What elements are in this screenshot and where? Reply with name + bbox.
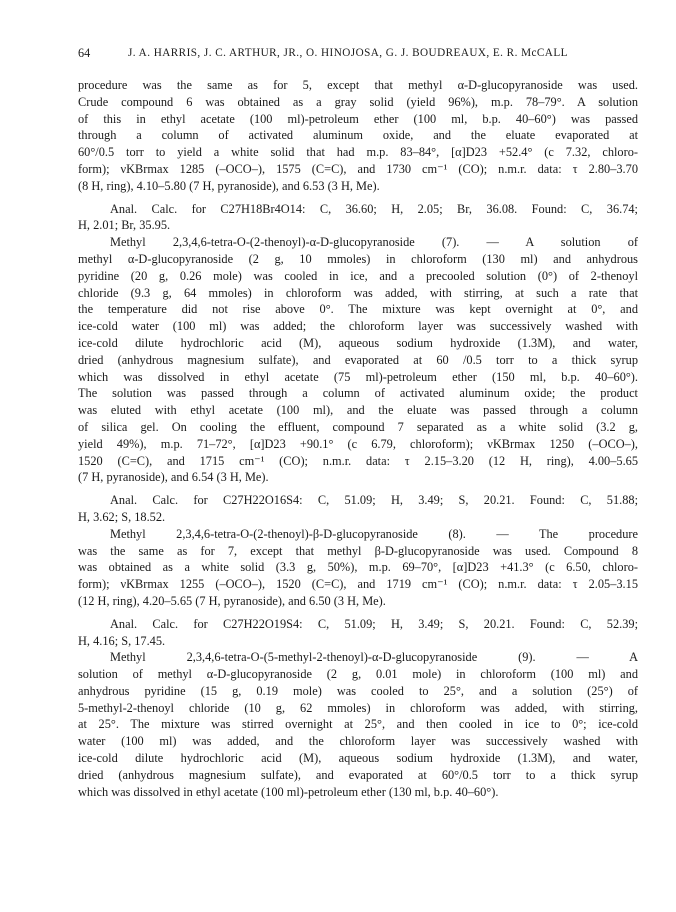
text-line: ice-cold dilute hydrochloric acid (M), aqueous sodium hydroxide (1.3M), and water,: [78, 751, 638, 766]
text-line: The solution was passed through a column of activated aluminum oxide; the product: [78, 386, 638, 401]
page-number: 64: [78, 46, 91, 60]
text-line: dried (anhydrous magnesium sulfate), and evaporated at 60 /0.5 torr to a thick syrup: [78, 352, 638, 367]
text-line: H, 3.62; S, 18.52.: [78, 509, 166, 524]
text-line: yield 49%), m.p. 71–72°, [α]D23 +90.1° (c 6.79, chloroform); νKBrmax 1250 (–OCO–),: [78, 436, 638, 451]
article-body: [78, 77, 638, 800]
running-header: [78, 44, 638, 62]
text-line: through a column of activated aluminum oxide, and the eluate evaporated at: [78, 128, 638, 143]
text-line: 60°/0.5 torr to yield a white solid that had m.p. 83–84°, [α]D23 +52.4° (c 7.32, chloro-: [78, 145, 638, 160]
text-line: 1520 (C=C), and 1715 cm⁻¹ (CO); n.m.r. data: τ 2.15–3.20 (12 H, ring), 4.00–5.65: [78, 453, 638, 468]
running-header-authors: J. A. HARRIS, J. C. ARTHUR, JR., O. HINOJOSA, G. J. BOUDREAUX, E. R. McCALL: [128, 47, 568, 59]
compound-heading-line: Methyl 2,3,4,6-tetra-O-(5-methyl-2-thenoyl)-α-D-glucopyranoside (9). — A: [110, 650, 638, 665]
text-line: dried (anhydrous magnesium sulfate), and evaporated at 60°/0.5 torr to a thick syrup: [78, 767, 638, 782]
analysis-line: Anal. Calc. for C27H18Br4O14: C, 36.60; H, 2.05; Br, 36.08. Found: C, 36.74;: [110, 201, 638, 216]
analysis-line: Anal. Calc. for C27H22O16S4: C, 51.09; H, 3.49; S, 20.21. Found: C, 51.88;: [110, 493, 638, 508]
text-line: 5-methyl-2-thenoyl chloride (10 g, 62 mmoles) in chloroform was added, with stirring,: [78, 700, 638, 715]
text-line: the temperature did not rise above 0°. The mixture was kept overnight at 0°, and: [78, 302, 638, 317]
text-line: Crude compound 6 was obtained as a gray solid (yield 96%), m.p. 78–79°. A solution: [78, 94, 638, 109]
text-line: of this in ethyl acetate (100 ml)-petroleum ether (100 ml, b.p. 40–60°) was passed: [78, 111, 638, 126]
text-line: ice-cold water (100 ml) was added; the chloroform layer was successively washed with: [78, 319, 638, 334]
text-line: was obtained as a white solid (3.3 g, 50%), m.p. 69–70°, [α]D23 +41.3° (c 6.50, chloro-: [78, 560, 638, 575]
text-line: form); νKBrmax 1285 (–OCO–), 1575 (C=C), and 1730 cm⁻¹ (CO); n.m.r. data: τ 2.80–3.70: [78, 161, 638, 176]
text-line: H, 2.01; Br, 35.95.: [78, 218, 171, 233]
analysis-line: Anal. Calc. for C27H22O19S4: C, 51.09; H, 3.49; S, 20.21. Found: C, 52.39;: [110, 616, 638, 631]
text-line: procedure was the same as for 5, except that methyl α-D-glucopyranoside was used.: [78, 78, 638, 92]
text-line: methyl α-D-glucopyranoside (2 g, 10 mmoles) in chloroform (130 ml) and anhydrous: [78, 251, 638, 266]
text-line: pyridine (20 g, 0.26 mole) was cooled in ice, and a precooled solution (0°) of 2-thenoyl: [78, 268, 638, 283]
text-line: H, 4.16; S, 17.45.: [78, 633, 166, 648]
text-line: (8 H, ring), 4.10–5.80 (7 H, pyranoside), and 6.53 (3 H, Me).: [78, 178, 380, 193]
text-line: anhydrous pyridine (15 g, 0.19 mole) was cooled to 25°, and a solution (25°) of: [78, 683, 638, 698]
text-line: (7 H, pyranoside), and 6.54 (3 H, Me).: [78, 470, 269, 485]
text-line: chloride (9.3 g, 64 mmoles) in chloroform was added, with stirring, at such a rate that: [78, 285, 638, 300]
text-line: was the same as for 7, except that methyl β-D-glucopyranoside was used. Compound 8: [78, 543, 638, 558]
text-line: (12 H, ring), 4.20–5.65 (7 H, pyranoside), and 6.50 (3 H, Me).: [78, 593, 386, 608]
text-line: at 25°. The mixture was stirred overnight at 25°, and then cooled in ice to 0°; ice-cold: [78, 717, 638, 732]
compound-heading-line: Methyl 2,3,4,6-tetra-O-(2-thenoyl)-α-D-glucopyranoside (7). — A solution of: [110, 235, 638, 250]
text-line: of silica gel. On cooling the effluent, compound 7 separated as a white solid (3.2 g,: [78, 419, 638, 434]
text-line: which was dissolved in ethyl acetate (100 ml)-petroleum ether (130 ml, b.p. 40–60°).: [78, 784, 499, 799]
text-line: which was dissolved in ethyl acetate (75 ml)-petroleum ether (150 ml, b.p. 40–60°).: [78, 369, 638, 384]
text-line: solution of methyl α-D-glucopyranoside (2 g, 0.01 mole) in chloroform (100 ml) and: [78, 667, 638, 682]
text-line: form); νKBrmax 1255 (–OCO–), 1520 (C=C), and 1719 cm⁻¹ (CO); n.m.r. data: τ 2.05–3.15: [78, 577, 638, 592]
text-line: water (100 ml) was added, and the chloroform layer was successively washed with: [78, 734, 638, 749]
text-line: was eluted with ethyl acetate (100 ml), and the eluate was passed through a column: [78, 403, 638, 418]
text-line: ice-cold dilute hydrochloric acid (M), aqueous sodium hydroxide (1.3M), and water,: [78, 335, 638, 350]
compound-heading-line: Methyl 2,3,4,6-tetra-O-(2-thenoyl)-β-D-glucopyranoside (8). — The procedure: [110, 526, 638, 541]
